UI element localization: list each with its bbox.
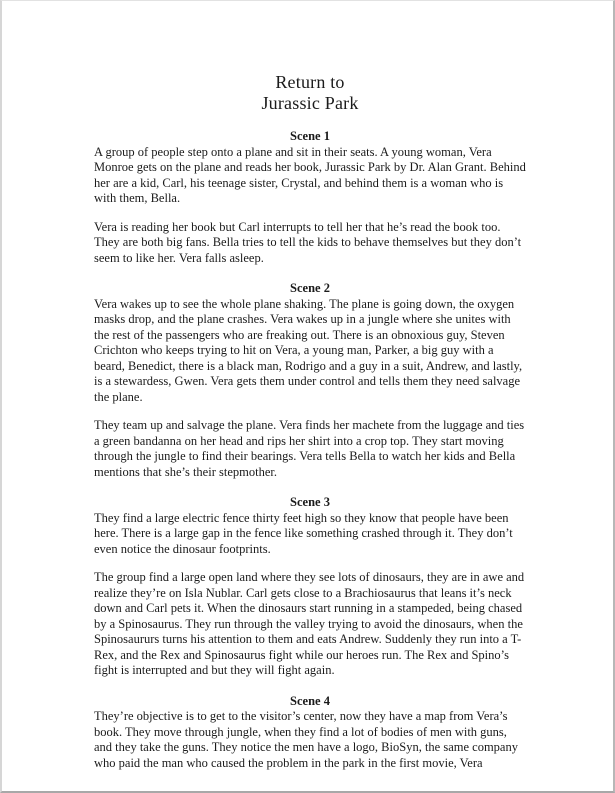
scene-3-heading: Scene 3 [290,495,330,509]
scene-1-paragraph-2: Vera is reading her book but Carl interrupts to tell her that he’s read the book too. They are both big fans. Bella tries to tell the kids to behave themselves but they don’t seem to like her. Vera falls asleep. [94,219,522,265]
scene-4-paragraph-1: They’re objective is to get to the visitor’s center, now they have a map from Vera’s book. They move through jungle, when they find a lot of bodies of men with guns, and they take the guns. They notice the men have a logo, BioSyn, the same company who paid the man who caused the problem in the park in the first movie, Vera [94,709,518,770]
scene-2-section [94,281,526,480]
scene-2-paragraph-1: Vera wakes up to see the whole plane shaking. The plane is going down, the oxygen masks drop, and the plane crashes. Vera wakes up in a jungle where she unites with the rest of the passengers who are freaking out. There is an obnoxious guy, Steven Crichton who keeps trying to hit on Vera, a young man, Parker, a big guy with a beard, Benedict, there is a black man, Rodrigo and a guy in a suit, Andrew, and lastly, is a stewardess, Gwen. Vera gets them under control and tells them they need salvage the plane. [94,296,523,404]
scene-4-heading: Scene 4 [290,693,330,708]
document-title-line1: Return to [275,72,345,92]
document-title-line2: Jurassic Park [261,93,359,113]
scene-4-section [94,694,526,772]
scene-1-heading: Scene 1 [290,129,330,143]
scene-3-paragraph-1: They find a large electric fence thirty feet high so they know that people have been here. There is a large gap in the fence like something crashed through it. They don’t even notice the dinosaur footprints. [94,510,513,556]
scene-2-heading: Scene 2 [290,281,330,295]
scene-1-paragraph-1: A group of people step onto a plane and sit in their seats. A young woman, Vera Monroe gets on the plane and reads her book, Jurassic Park by Dr. Alan Grant. Behind her are a kid, Carl, his teenage sister, Crystal, and behind them is a woman who is with them, Bella. [94,144,526,205]
scene-3-paragraph-2: The group find a large open land where they see lots of dinosaurs, they are in awe and realize they’re on Isla Nublar. Carl gets close to a Brachiosaurus that leans it’s neck down and Carl pets it. When the dinosaurs start running in a stampeded, being chased by a Spinosaurus. They run through the valley trying to avoid the dinosaurs, when the Spinosaururs turns his attention to them and eats Andrew. Suddenly they run into a T-Rex, and the Rex and Spinosaurus fight while our heroes run. The Rex and Spino’s fight is interrupted and but they will fight again. [94,570,525,677]
document-content [2,1,613,771]
scene-1-section [94,129,526,266]
document-body [94,129,526,771]
scene-2-paragraph-2: They team up and salvage the plane. Vera finds her machete from the luggage and ties a green bandanna on her head and rips her shirt into a crop top. They start moving through the jungle to find their bearings. Vera tells Bella to watch her kids and Bella mentions that she’s their stepmother. [94,418,525,479]
scene-3-section [94,495,526,679]
document-title [94,72,526,114]
